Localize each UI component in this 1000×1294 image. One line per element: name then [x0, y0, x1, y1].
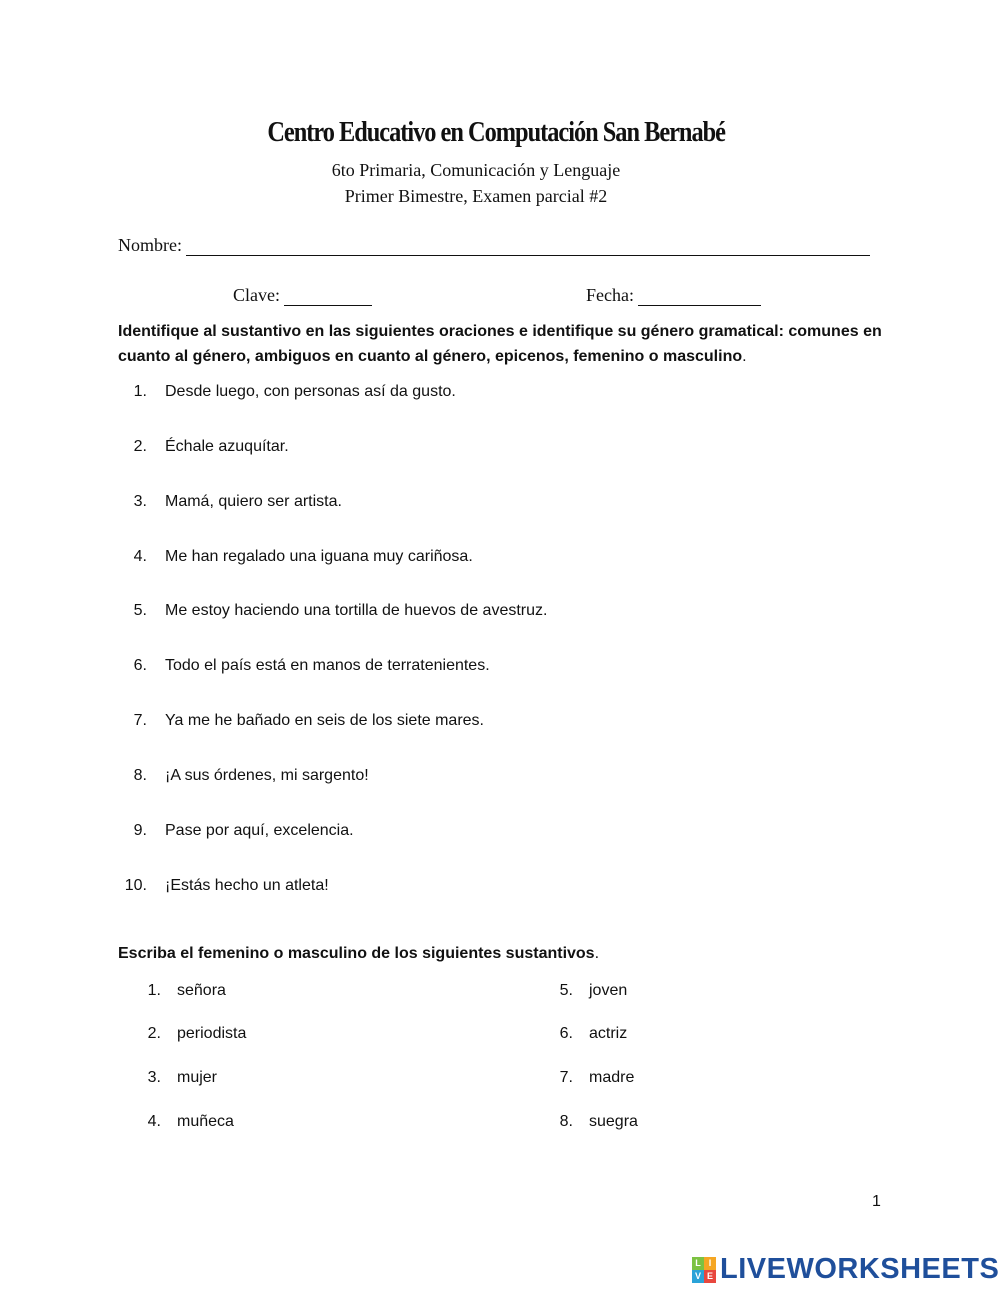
item-number: 1.: [133, 383, 147, 400]
item-number: 4.: [147, 1113, 161, 1130]
item-number: 3.: [147, 1069, 161, 1086]
item-number: 3.: [133, 493, 147, 510]
item-text: periodista: [177, 1025, 247, 1042]
page-number: 1: [872, 1193, 881, 1210]
clave-field: [233, 285, 372, 306]
item-text: Me han regalado una iguana muy cariñosa.: [165, 548, 473, 565]
section1-instruction-period: .: [742, 348, 747, 365]
nombre-input-line[interactable]: [186, 239, 870, 256]
item-number: 9.: [133, 822, 147, 839]
clave-input-line[interactable]: [284, 289, 372, 306]
item-number: 5.: [133, 602, 147, 619]
item-text: señora: [177, 982, 226, 999]
item-text: Pase por aquí, excelencia.: [165, 822, 354, 839]
item-number: 8.: [133, 767, 147, 784]
item-number: 10.: [124, 877, 147, 894]
item-text: suegra: [589, 1113, 638, 1130]
item-number: 5.: [559, 982, 573, 999]
item-text: madre: [589, 1069, 635, 1086]
fecha-input-line[interactable]: [638, 289, 761, 306]
exam-subtitle: Primer Bimestre, Examen parcial #2: [344, 186, 608, 206]
section2-instruction-period: .: [594, 945, 600, 962]
item-text: ¡A sus órdenes, mi sargento!: [165, 767, 369, 784]
item-number: 7.: [133, 712, 147, 729]
item-text: actriz: [589, 1025, 628, 1042]
section1-instruction-text: Identifique al sustantivo en las siguientes oraciones e identifique su género gramatical: comunes en cuanto al género, ambiguos en cuanto al género, epicenos, femenino o masculino: [118, 323, 882, 365]
item-number: 2.: [133, 438, 147, 455]
section2-instruction-text: Escriba el femenino o masculino de los siguientes sustantivos: [118, 945, 595, 962]
item-number: 6.: [133, 657, 147, 674]
item-text: ¡Estás hecho un atleta!: [165, 877, 329, 894]
course-subtitle: 6to Primaria, Comunicación y Lenguaje: [331, 160, 621, 180]
item-text: Me estoy haciendo una tortilla de huevos de avestruz.: [165, 602, 548, 619]
school-title: Centro Educativo en Computación San Bernabé: [267, 116, 725, 148]
item-text: muñeca: [177, 1113, 234, 1130]
item-text: Mamá, quiero ser artista.: [165, 493, 342, 510]
fecha-field: [586, 285, 761, 306]
nombre-label: Nombre:: [118, 235, 182, 255]
item-number: 7.: [559, 1069, 573, 1086]
section2-instruction: [118, 941, 888, 966]
item-number: 6.: [559, 1025, 573, 1042]
item-number: 4.: [133, 548, 147, 565]
item-text: joven: [589, 982, 628, 999]
item-text: Ya me he bañado en seis de los siete mares.: [165, 712, 484, 729]
item-text: Échale azuquítar.: [165, 438, 289, 455]
item-text: Desde luego, con personas así da gusto.: [165, 383, 456, 400]
item-number: 2.: [147, 1025, 161, 1042]
item-number: 1.: [147, 982, 161, 999]
item-text: mujer: [177, 1069, 218, 1086]
item-text: Todo el país está en manos de terratenientes.: [165, 657, 490, 674]
nombre-field: [118, 235, 870, 256]
section1-instruction: [118, 319, 888, 369]
clave-label: Clave:: [233, 285, 280, 305]
item-number: 8.: [559, 1113, 573, 1130]
logo-mark-icon: L I V E: [692, 1257, 716, 1283]
logo-text: LIVEWORKSHEETS: [720, 1253, 1000, 1285]
liveworksheets-logo[interactable]: [692, 1253, 999, 1286]
fecha-label: Fecha:: [586, 285, 634, 305]
